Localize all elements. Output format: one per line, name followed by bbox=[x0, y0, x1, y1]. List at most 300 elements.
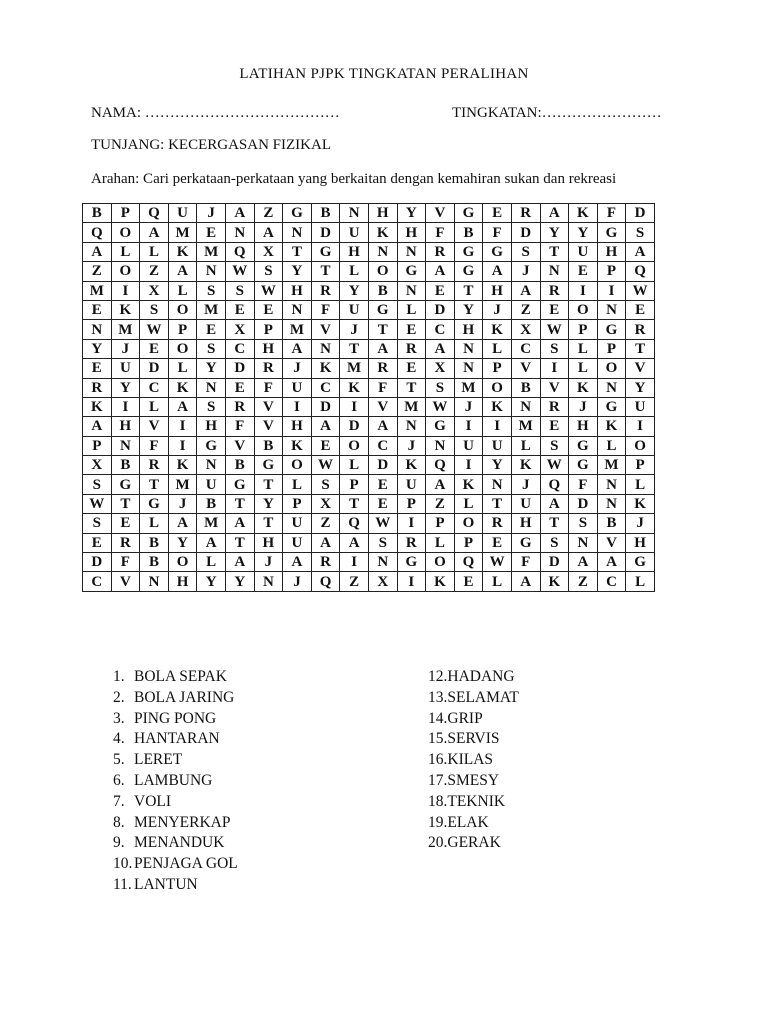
grid-cell: N bbox=[597, 494, 626, 513]
grid-cell: F bbox=[254, 378, 283, 397]
grid-cell: G bbox=[254, 456, 283, 475]
grid-cell: A bbox=[225, 204, 254, 223]
word-item bbox=[113, 750, 238, 771]
grid-cell: Z bbox=[340, 572, 369, 591]
grid-cell: G bbox=[311, 242, 340, 261]
grid-cell: J bbox=[511, 262, 540, 281]
grid-cell: W bbox=[311, 456, 340, 475]
grid-cell: M bbox=[454, 378, 483, 397]
grid-cell: C bbox=[83, 572, 112, 591]
grid-cell: R bbox=[397, 339, 426, 358]
grid-cell: N bbox=[283, 223, 312, 242]
grid-cell: N bbox=[140, 572, 169, 591]
word-number: 8. bbox=[113, 813, 125, 831]
word-number: 10. bbox=[113, 855, 133, 873]
grid-row bbox=[83, 475, 655, 494]
word-item bbox=[428, 833, 519, 854]
grid-cell: O bbox=[168, 553, 197, 572]
grid-cell: S bbox=[83, 475, 112, 494]
grid-cell: K bbox=[83, 397, 112, 416]
grid-cell: J bbox=[569, 397, 598, 416]
word-item bbox=[113, 792, 238, 813]
word-item bbox=[428, 813, 519, 834]
grid-cell: W bbox=[83, 494, 112, 513]
word-item bbox=[113, 709, 238, 730]
word-text: HANTARAN bbox=[134, 730, 220, 748]
word-text: SERVIS bbox=[447, 730, 500, 748]
grid-cell: H bbox=[397, 223, 426, 242]
grid-cell: U bbox=[168, 204, 197, 223]
tunjang-label: TUNJANG: KECERGASAN FIZIKAL bbox=[91, 137, 331, 153]
grid-cell: K bbox=[597, 417, 626, 436]
grid-cell: G bbox=[368, 300, 397, 319]
grid-cell: E bbox=[83, 533, 112, 552]
grid-cell: I bbox=[626, 417, 655, 436]
grid-cell: G bbox=[454, 262, 483, 281]
grid-cell: O bbox=[454, 514, 483, 533]
grid-cell: I bbox=[111, 281, 140, 300]
grid-cell: J bbox=[483, 300, 512, 319]
grid-cell: H bbox=[454, 320, 483, 339]
grid-cell: T bbox=[111, 494, 140, 513]
grid-cell: Q bbox=[225, 242, 254, 261]
grid-cell: Y bbox=[111, 378, 140, 397]
grid-cell: Y bbox=[626, 378, 655, 397]
grid-cell: O bbox=[597, 359, 626, 378]
grid-cell: E bbox=[540, 300, 569, 319]
grid-cell: A bbox=[311, 417, 340, 436]
grid-cell: Y bbox=[540, 223, 569, 242]
grid-cell: M bbox=[197, 242, 226, 261]
grid-cell: Q bbox=[426, 456, 455, 475]
grid-cell: Q bbox=[626, 262, 655, 281]
grid-cell: D bbox=[140, 359, 169, 378]
grid-cell: A bbox=[569, 553, 598, 572]
grid-cell: H bbox=[511, 514, 540, 533]
grid-cell: Y bbox=[397, 204, 426, 223]
grid-cell: C bbox=[368, 436, 397, 455]
grid-cell: E bbox=[197, 320, 226, 339]
nama-field: NAMA: ………………………………… bbox=[91, 105, 340, 121]
word-text: TEKNIK bbox=[447, 792, 506, 810]
grid-row bbox=[83, 242, 655, 261]
grid-cell: V bbox=[426, 204, 455, 223]
grid-cell: R bbox=[368, 359, 397, 378]
grid-cell: Y bbox=[168, 533, 197, 552]
grid-cell: M bbox=[197, 514, 226, 533]
grid-cell: O bbox=[340, 436, 369, 455]
grid-cell: Q bbox=[311, 572, 340, 591]
grid-cell: A bbox=[340, 533, 369, 552]
grid-cell: S bbox=[626, 223, 655, 242]
grid-cell: D bbox=[569, 494, 598, 513]
grid-cell: Y bbox=[254, 494, 283, 513]
word-item bbox=[428, 729, 519, 750]
grid-cell: A bbox=[426, 339, 455, 358]
grid-cell: S bbox=[540, 533, 569, 552]
grid-cell: K bbox=[397, 456, 426, 475]
grid-cell: D bbox=[511, 223, 540, 242]
grid-cell: Z bbox=[311, 514, 340, 533]
grid-cell: G bbox=[454, 204, 483, 223]
grid-cell: A bbox=[168, 514, 197, 533]
grid-cell: M bbox=[397, 397, 426, 416]
grid-cell: H bbox=[340, 242, 369, 261]
grid-cell: F bbox=[111, 553, 140, 572]
grid-cell: Q bbox=[454, 553, 483, 572]
grid-cell: I bbox=[168, 436, 197, 455]
grid-cell: Z bbox=[569, 572, 598, 591]
grid-cell: Y bbox=[340, 281, 369, 300]
grid-cell: J bbox=[340, 320, 369, 339]
grid-cell: H bbox=[626, 533, 655, 552]
word-text: MENANDUK bbox=[134, 834, 225, 852]
grid-cell: N bbox=[397, 417, 426, 436]
grid-cell: N bbox=[311, 339, 340, 358]
grid-cell: G bbox=[426, 417, 455, 436]
grid-cell: V bbox=[540, 378, 569, 397]
grid-cell: T bbox=[140, 475, 169, 494]
word-number: 15. bbox=[428, 730, 448, 748]
grid-cell: Z bbox=[83, 262, 112, 281]
word-number: 11. bbox=[113, 875, 132, 893]
grid-cell: A bbox=[483, 262, 512, 281]
grid-cell: X bbox=[426, 359, 455, 378]
grid-cell: Y bbox=[569, 223, 598, 242]
word-text: GERAK bbox=[447, 834, 501, 852]
grid-cell: A bbox=[168, 397, 197, 416]
grid-cell: N bbox=[283, 300, 312, 319]
grid-cell: S bbox=[225, 281, 254, 300]
grid-cell: A bbox=[225, 514, 254, 533]
grid-cell: O bbox=[626, 436, 655, 455]
grid-cell: Q bbox=[540, 475, 569, 494]
word-item bbox=[428, 750, 519, 771]
grid-cell: D bbox=[368, 456, 397, 475]
grid-cell: G bbox=[569, 456, 598, 475]
grid-cell: A bbox=[168, 262, 197, 281]
grid-cell: R bbox=[397, 533, 426, 552]
grid-cell: P bbox=[483, 359, 512, 378]
grid-cell: K bbox=[540, 572, 569, 591]
grid-cell: V bbox=[254, 397, 283, 416]
grid-cell: E bbox=[311, 436, 340, 455]
grid-cell: N bbox=[597, 475, 626, 494]
grid-cell: W bbox=[368, 514, 397, 533]
grid-cell: U bbox=[283, 514, 312, 533]
grid-cell: O bbox=[283, 456, 312, 475]
grid-cell: L bbox=[626, 572, 655, 591]
grid-cell: T bbox=[340, 339, 369, 358]
grid-cell: E bbox=[426, 281, 455, 300]
grid-cell: R bbox=[540, 397, 569, 416]
word-text: BOLA JARING bbox=[134, 688, 235, 706]
grid-cell: T bbox=[225, 494, 254, 513]
grid-cell: I bbox=[454, 417, 483, 436]
grid-cell: L bbox=[483, 339, 512, 358]
grid-cell: L bbox=[426, 533, 455, 552]
page-title: LATIHAN PJPK TINGKATAN PERALIHAN bbox=[239, 66, 529, 82]
grid-cell: Y bbox=[454, 300, 483, 319]
grid-cell: O bbox=[168, 339, 197, 358]
grid-cell: R bbox=[540, 281, 569, 300]
grid-row bbox=[83, 553, 655, 572]
grid-cell: N bbox=[340, 204, 369, 223]
grid-cell: X bbox=[225, 320, 254, 339]
grid-cell: G bbox=[225, 475, 254, 494]
grid-cell: B bbox=[140, 553, 169, 572]
grid-cell: G bbox=[597, 397, 626, 416]
grid-cell: L bbox=[340, 262, 369, 281]
tingkatan-field: TINGKATAN:…………………… bbox=[452, 105, 662, 121]
grid-cell: N bbox=[254, 572, 283, 591]
grid-cell: A bbox=[368, 417, 397, 436]
grid-cell: R bbox=[426, 242, 455, 261]
grid-cell: N bbox=[454, 339, 483, 358]
grid-cell: B bbox=[597, 514, 626, 533]
grid-cell: E bbox=[397, 320, 426, 339]
grid-cell: F bbox=[225, 417, 254, 436]
grid-cell: E bbox=[483, 533, 512, 552]
grid-cell: X bbox=[83, 456, 112, 475]
word-number: 14. bbox=[428, 709, 448, 727]
grid-cell: H bbox=[483, 281, 512, 300]
grid-cell: F bbox=[311, 300, 340, 319]
grid-cell: X bbox=[311, 494, 340, 513]
grid-cell: S bbox=[540, 339, 569, 358]
grid-cell: N bbox=[368, 553, 397, 572]
grid-cell: B bbox=[225, 456, 254, 475]
grid-cell: L bbox=[340, 456, 369, 475]
grid-cell: N bbox=[83, 320, 112, 339]
grid-cell: F bbox=[368, 378, 397, 397]
word-item bbox=[113, 875, 238, 896]
word-text: PING PONG bbox=[134, 709, 217, 727]
grid-cell: N bbox=[540, 262, 569, 281]
grid-cell: J bbox=[283, 359, 312, 378]
grid-cell: P bbox=[626, 456, 655, 475]
grid-cell: A bbox=[83, 417, 112, 436]
grid-cell: K bbox=[511, 456, 540, 475]
grid-cell: I bbox=[569, 281, 598, 300]
grid-cell: D bbox=[311, 223, 340, 242]
grid-cell: T bbox=[283, 242, 312, 261]
grid-cell: H bbox=[254, 533, 283, 552]
grid-cell: T bbox=[225, 533, 254, 552]
grid-cell: R bbox=[626, 320, 655, 339]
grid-row bbox=[83, 359, 655, 378]
grid-cell: X bbox=[254, 242, 283, 261]
grid-cell: H bbox=[283, 281, 312, 300]
grid-cell: T bbox=[483, 494, 512, 513]
grid-cell: B bbox=[311, 204, 340, 223]
grid-cell: G bbox=[454, 242, 483, 261]
grid-cell: L bbox=[168, 359, 197, 378]
grid-cell: P bbox=[426, 514, 455, 533]
grid-cell: I bbox=[283, 397, 312, 416]
grid-cell: E bbox=[225, 378, 254, 397]
grid-cell: Q bbox=[83, 223, 112, 242]
grid-cell: U bbox=[340, 223, 369, 242]
grid-cell: T bbox=[540, 242, 569, 261]
grid-cell: N bbox=[454, 359, 483, 378]
grid-cell: C bbox=[426, 320, 455, 339]
grid-cell: S bbox=[197, 339, 226, 358]
grid-cell: B bbox=[111, 456, 140, 475]
word-text: KILAS bbox=[447, 751, 494, 769]
grid-cell: L bbox=[140, 397, 169, 416]
grid-cell: N bbox=[511, 397, 540, 416]
grid-cell: T bbox=[540, 514, 569, 533]
grid-cell: N bbox=[426, 436, 455, 455]
grid-cell: O bbox=[111, 223, 140, 242]
grid-cell: L bbox=[569, 359, 598, 378]
grid-cell: G bbox=[569, 436, 598, 455]
word-text: ELAK bbox=[447, 813, 489, 831]
grid-cell: E bbox=[197, 223, 226, 242]
grid-cell: O bbox=[426, 553, 455, 572]
grid-cell: L bbox=[569, 339, 598, 358]
grid-row bbox=[83, 572, 655, 591]
grid-cell: R bbox=[111, 533, 140, 552]
grid-cell: A bbox=[225, 553, 254, 572]
word-item bbox=[428, 688, 519, 709]
grid-cell: J bbox=[197, 204, 226, 223]
grid-cell: L bbox=[168, 281, 197, 300]
word-number: 17. bbox=[428, 771, 448, 789]
grid-cell: K bbox=[368, 223, 397, 242]
grid-cell: E bbox=[83, 300, 112, 319]
word-list-right bbox=[428, 667, 519, 854]
grid-cell: K bbox=[426, 572, 455, 591]
grid-cell: A bbox=[426, 262, 455, 281]
grid-cell: T bbox=[626, 339, 655, 358]
grid-cell: S bbox=[540, 436, 569, 455]
grid-cell: A bbox=[368, 339, 397, 358]
grid-row bbox=[83, 397, 655, 416]
grid-cell: K bbox=[168, 378, 197, 397]
grid-cell: D bbox=[626, 204, 655, 223]
grid-cell: N bbox=[197, 262, 226, 281]
grid-cell: B bbox=[254, 436, 283, 455]
grid-cell: T bbox=[368, 320, 397, 339]
grid-cell: T bbox=[397, 378, 426, 397]
grid-cell: K bbox=[283, 436, 312, 455]
grid-cell: T bbox=[340, 494, 369, 513]
grid-row bbox=[83, 281, 655, 300]
grid-row bbox=[83, 300, 655, 319]
grid-cell: K bbox=[168, 242, 197, 261]
grid-cell: K bbox=[311, 359, 340, 378]
grid-cell: L bbox=[454, 494, 483, 513]
grid-cell: M bbox=[197, 300, 226, 319]
grid-cell: L bbox=[111, 242, 140, 261]
grid-cell: U bbox=[511, 494, 540, 513]
grid-cell: V bbox=[368, 397, 397, 416]
grid-row bbox=[83, 417, 655, 436]
grid-cell: Q bbox=[140, 204, 169, 223]
word-item bbox=[113, 854, 238, 875]
grid-cell: Y bbox=[283, 262, 312, 281]
grid-row bbox=[83, 204, 655, 223]
grid-row bbox=[83, 514, 655, 533]
grid-cell: P bbox=[254, 320, 283, 339]
grid-cell: M bbox=[168, 223, 197, 242]
grid-cell: L bbox=[140, 242, 169, 261]
grid-cell: S bbox=[368, 533, 397, 552]
grid-cell: G bbox=[397, 553, 426, 572]
grid-cell: I bbox=[397, 572, 426, 591]
grid-cell: W bbox=[426, 397, 455, 416]
grid-cell: U bbox=[397, 475, 426, 494]
grid-cell: A bbox=[283, 553, 312, 572]
word-number: 1. bbox=[113, 668, 125, 685]
grid-cell: B bbox=[454, 223, 483, 242]
grid-row bbox=[83, 378, 655, 397]
grid-cell: V bbox=[225, 436, 254, 455]
grid-cell: U bbox=[626, 397, 655, 416]
grid-cell: C bbox=[597, 572, 626, 591]
grid-cell: M bbox=[111, 320, 140, 339]
grid-cell: M bbox=[283, 320, 312, 339]
grid-cell: I bbox=[111, 397, 140, 416]
grid-cell: R bbox=[511, 204, 540, 223]
word-item bbox=[113, 833, 238, 854]
grid-cell: N bbox=[397, 281, 426, 300]
grid-cell: W bbox=[254, 281, 283, 300]
grid-cell: E bbox=[626, 300, 655, 319]
grid-cell: H bbox=[368, 204, 397, 223]
grid-cell: G bbox=[597, 223, 626, 242]
grid-cell: A bbox=[597, 553, 626, 572]
grid-cell: S bbox=[426, 378, 455, 397]
grid-cell: Y bbox=[197, 572, 226, 591]
grid-cell: Q bbox=[340, 514, 369, 533]
grid-cell: T bbox=[454, 281, 483, 300]
grid-cell: O bbox=[569, 300, 598, 319]
grid-cell: G bbox=[626, 553, 655, 572]
word-item bbox=[113, 688, 238, 709]
grid-cell: P bbox=[111, 204, 140, 223]
word-list-left bbox=[113, 667, 238, 896]
grid-cell: M bbox=[83, 281, 112, 300]
grid-cell: G bbox=[140, 494, 169, 513]
word-number: 16. bbox=[428, 751, 448, 769]
grid-cell: F bbox=[483, 223, 512, 242]
grid-cell: G bbox=[397, 262, 426, 281]
grid-row bbox=[83, 436, 655, 455]
grid-cell: K bbox=[454, 475, 483, 494]
grid-cell: E bbox=[397, 359, 426, 378]
grid-cell: X bbox=[511, 320, 540, 339]
grid-cell: W bbox=[540, 456, 569, 475]
grid-cell: R bbox=[483, 514, 512, 533]
grid-cell: P bbox=[83, 436, 112, 455]
word-text: LAMBUNG bbox=[134, 771, 213, 789]
grid-cell: C bbox=[140, 378, 169, 397]
grid-cell: H bbox=[197, 417, 226, 436]
grid-cell: O bbox=[168, 300, 197, 319]
grid-cell: I bbox=[397, 514, 426, 533]
grid-cell: P bbox=[597, 339, 626, 358]
word-search-grid bbox=[82, 203, 655, 592]
grid-cell: N bbox=[483, 475, 512, 494]
word-text: BOLA SEPAK bbox=[134, 668, 227, 685]
word-number: 19. bbox=[428, 813, 448, 831]
grid-cell: M bbox=[597, 456, 626, 475]
grid-cell: S bbox=[83, 514, 112, 533]
grid-cell: U bbox=[569, 242, 598, 261]
